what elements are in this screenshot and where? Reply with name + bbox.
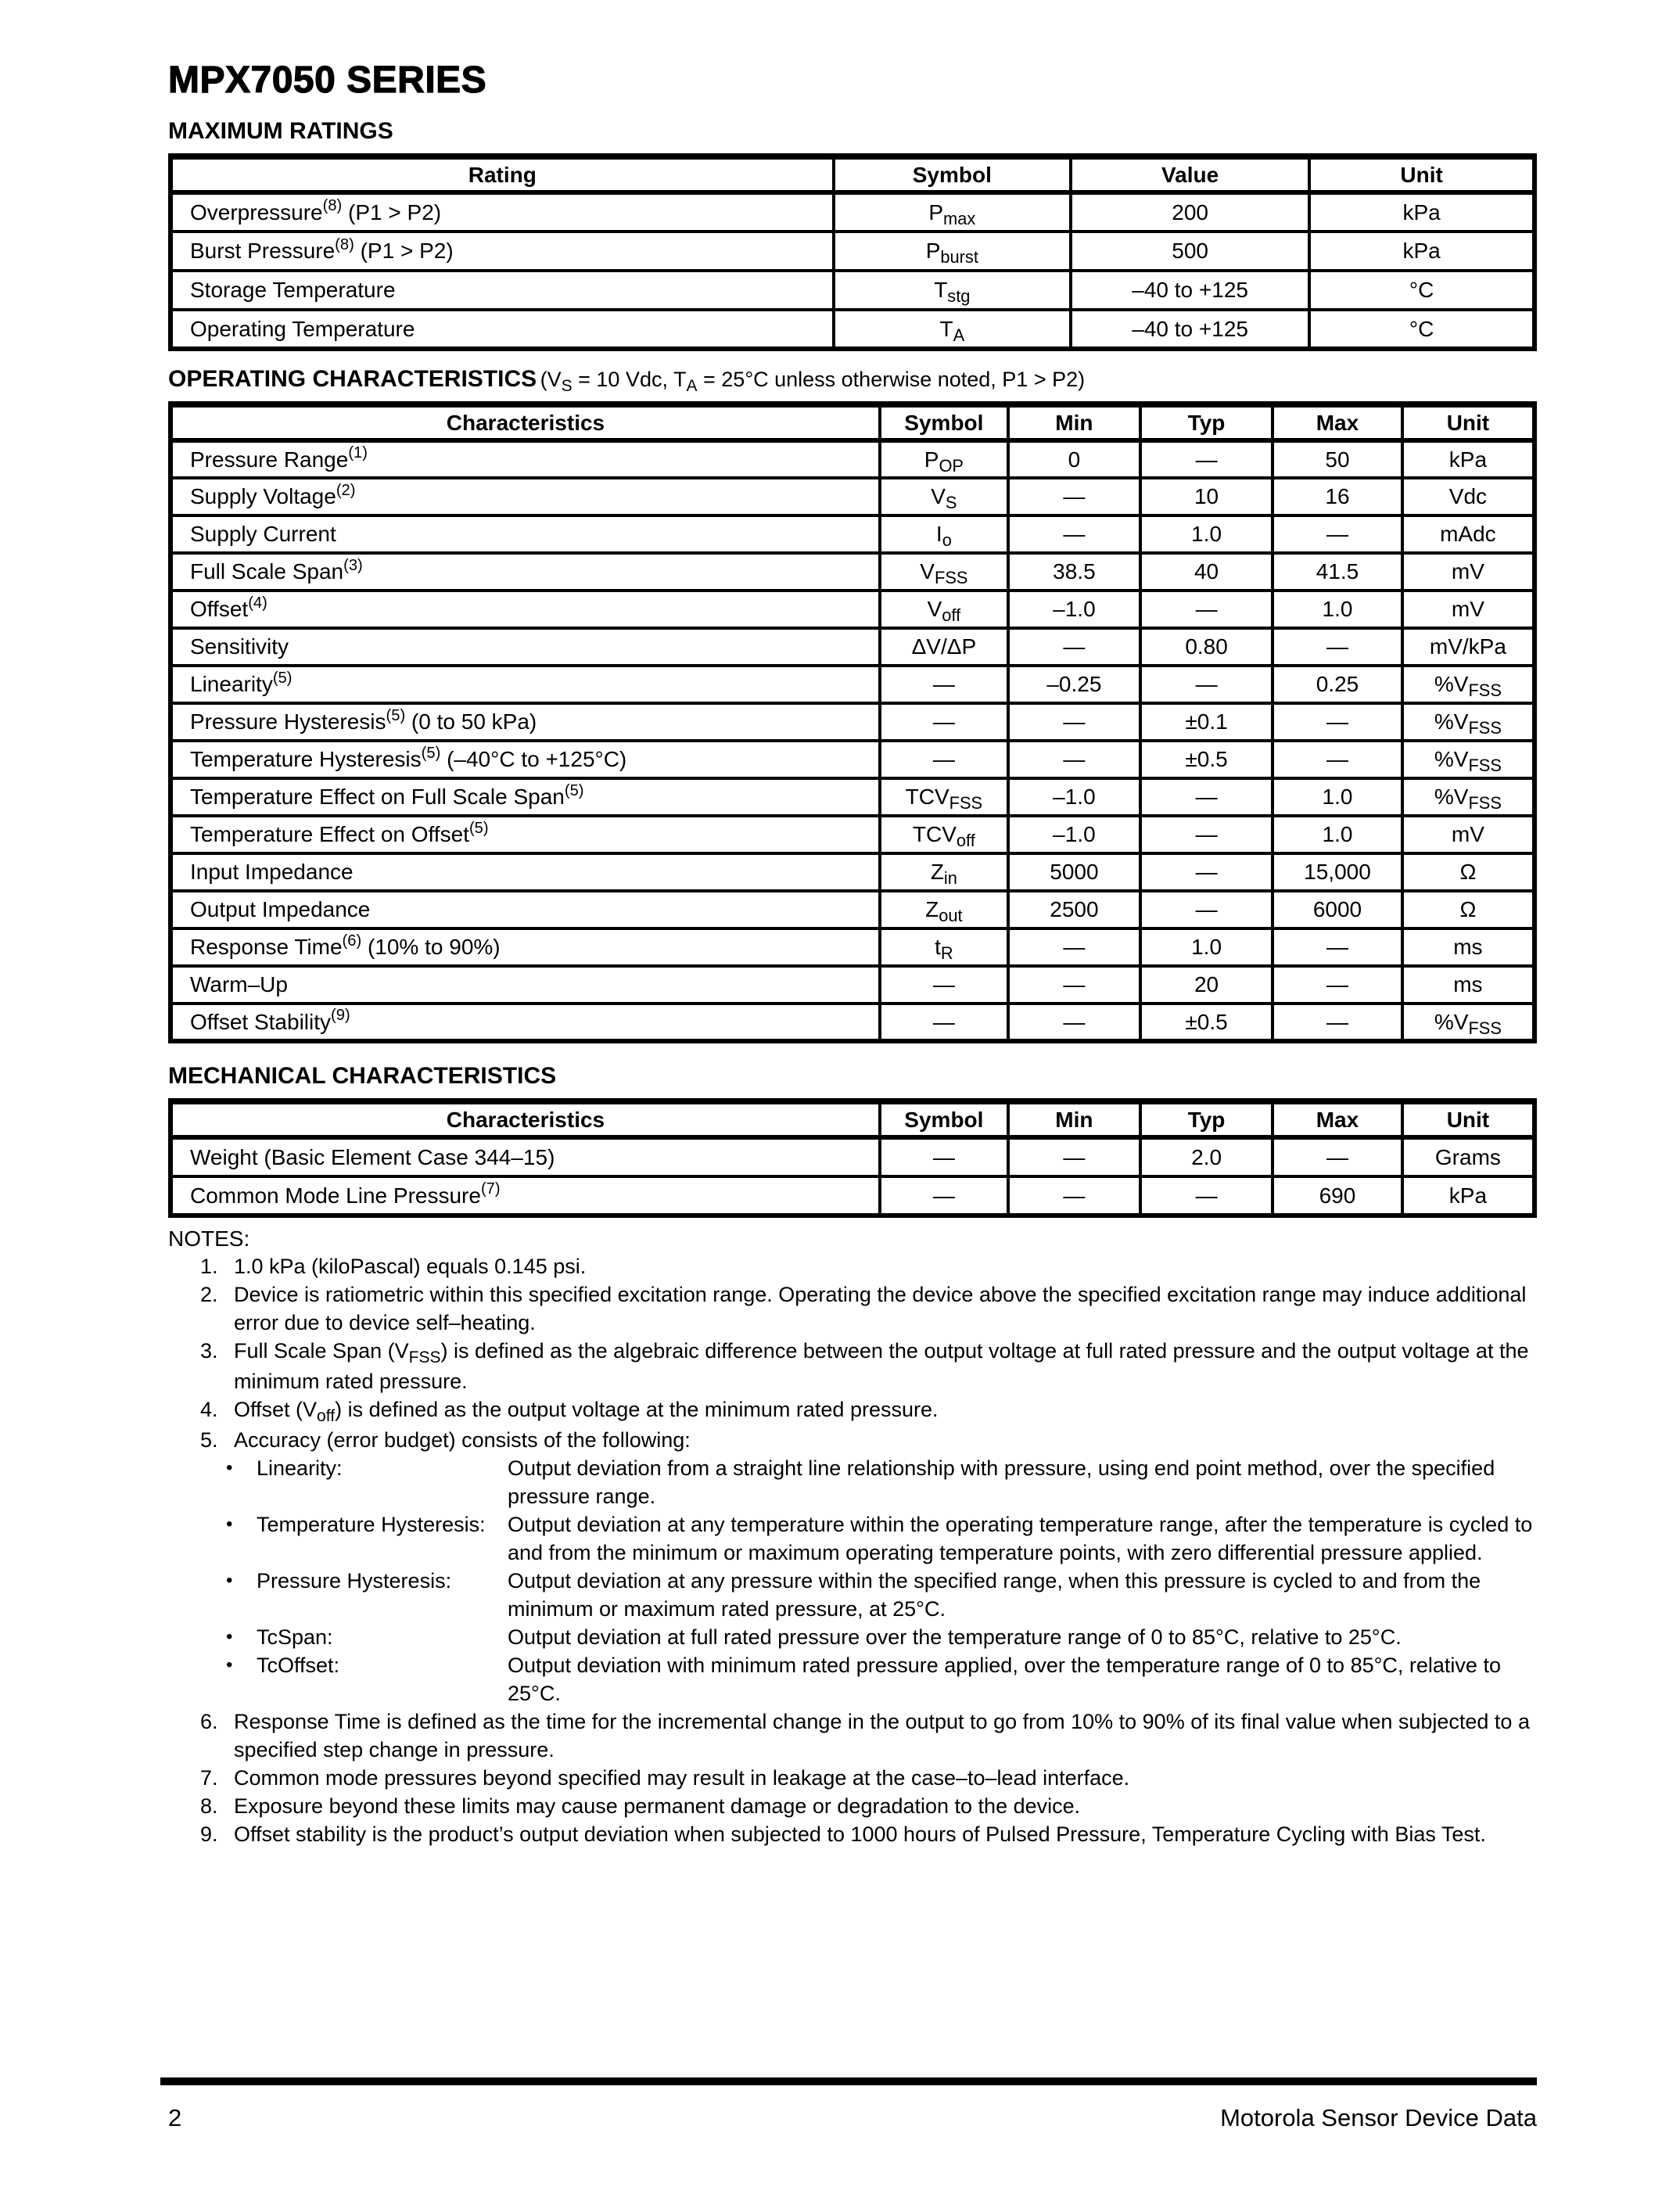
table-cell: — (1008, 703, 1140, 741)
row-label: Burst Pressure$^{(8)}$ (P1 > P2) (171, 232, 834, 271)
table-cell: $t_R$ (880, 928, 1008, 966)
table-row (171, 310, 1535, 349)
note-item (168, 1280, 1537, 1337)
table-cell: — (1008, 628, 1140, 666)
note-number: 9. (200, 1822, 218, 1846)
note-text: Device is ratiometric within this specified excitation range. Operating the device above the specified excitation range may induce additional error due to device self–heating. (234, 1283, 1527, 1334)
table-cell: 5000 (1008, 853, 1140, 891)
note-number: 8. (200, 1794, 218, 1818)
table-cell: $V_{off}$ (880, 591, 1008, 628)
operating-body (171, 440, 1535, 1041)
footer-rule (160, 2077, 1537, 2085)
note-item (168, 1764, 1537, 1792)
table-cell: — (1008, 515, 1140, 553)
note-item (168, 1252, 1537, 1280)
footer-right-text: Motorola Sensor Device Data (1220, 2104, 1537, 2131)
note-text: Offset stability is the product’s output deviation when subjected to 1000 hours of Pulsed Pressure, Temperature Cycling with Bias Test. (234, 1822, 1486, 1846)
operating-header (171, 404, 1535, 440)
column-header: Value (1071, 156, 1309, 192)
bullet-label: Linearity: (257, 1456, 343, 1480)
table-row (171, 703, 1535, 741)
table-cell: — (880, 1137, 1008, 1176)
note-text: Offset $(V_{off})$ is defined as the output voltage at the minimum rated pressure. (234, 1398, 939, 1425)
table-cell: — (1008, 1004, 1140, 1041)
table-cell: mAdc (1402, 515, 1535, 553)
table-cell: — (1008, 928, 1140, 966)
table-cell: 10 (1140, 478, 1273, 515)
table-cell: — (1008, 1137, 1140, 1176)
note-number: 4. (200, 1398, 218, 1421)
table-cell: $\%V_{FSS}$ (1402, 703, 1535, 741)
column-header: Typ (1140, 1101, 1273, 1137)
table-cell: — (1008, 741, 1140, 778)
note-item (168, 1820, 1537, 1848)
page-number: 2 (168, 2104, 182, 2131)
table-cell: $Z_{out}$ (880, 891, 1008, 928)
table-cell: Vdc (1402, 478, 1535, 515)
row-label: Output Impedance (171, 891, 880, 928)
table-row (171, 816, 1535, 853)
bullet-label: Temperature Hysteresis: (257, 1513, 486, 1536)
column-header: Unit (1402, 1101, 1535, 1137)
table-cell: mV (1402, 816, 1535, 853)
table-cell: — (1273, 703, 1402, 741)
column-header: Symbol (880, 1101, 1008, 1137)
table-cell: $V_{FSS}$ (880, 553, 1008, 591)
note-bullet (226, 1567, 1537, 1623)
row-label: Operating Temperature (171, 310, 834, 349)
table-cell: kPa (1402, 440, 1535, 478)
table-cell: –0.25 (1008, 666, 1140, 703)
row-label: Weight (Basic Element Case 344–15) (171, 1137, 880, 1176)
note-number: 7. (200, 1766, 218, 1790)
bullet-text: Output deviation with minimum rated pressure applied, over the temperature range of 0 to 85°C, relative to 25°C. (508, 1654, 1501, 1705)
table-cell: $P_{OP}$ (880, 440, 1008, 478)
note-text: Full Scale Span $(V_{FSS})$ is defined as the algebraic difference between the output voltage at full rated pressure and the output voltage at the minimum rated pressure. (234, 1339, 1529, 1393)
table-row (171, 591, 1535, 628)
table-cell: — (1140, 816, 1273, 853)
table-row (171, 1004, 1535, 1041)
table-cell: $\%V_{FSS}$ (1402, 778, 1535, 816)
table-cell: $\%V_{FSS}$ (1402, 741, 1535, 778)
row-label: Temperature Effect on Full Scale Span$^{(5)}$ (171, 778, 880, 816)
table-cell: — (1273, 1004, 1402, 1041)
row-label: Storage Temperature (171, 271, 834, 310)
column-header: Rating (171, 156, 834, 192)
table-cell: mV (1402, 591, 1535, 628)
table-cell: 2.0 (1140, 1137, 1273, 1176)
table-cell: $P_{burst}$ (834, 232, 1071, 271)
column-header: Symbol (834, 156, 1071, 192)
note-bullet (226, 1623, 1537, 1651)
table-cell: — (880, 1004, 1008, 1041)
table-cell: 1.0 (1273, 591, 1402, 628)
bullet-label: TcOffset: (257, 1654, 340, 1677)
column-header: Characteristics (171, 404, 880, 440)
table-cell: 38.5 (1008, 553, 1140, 591)
operating-heading-line (168, 366, 1537, 395)
table-cell: 1.0 (1273, 778, 1402, 816)
table-cell: $P_{max}$ (834, 192, 1071, 232)
table-row (171, 440, 1535, 478)
table-cell: — (880, 741, 1008, 778)
table-cell: $\%V_{FSS}$ (1402, 1004, 1535, 1041)
page-title: MPX7050 SERIES (168, 59, 487, 101)
mechanical-table (168, 1098, 1537, 1218)
table-cell: kPa (1402, 1176, 1535, 1216)
table-cell: 15,000 (1273, 853, 1402, 891)
table-cell: — (1273, 515, 1402, 553)
note-text: Common mode pressures beyond specified may result in leakage at the case–to–lead interface. (234, 1766, 1130, 1790)
table-row (171, 778, 1535, 816)
bullet-text: Output deviation at any pressure within the specified range, when this pressure is cycled to and from the minimum or maximum rated pressure, at 25°C. (508, 1569, 1481, 1621)
row-label: Offset Stability$^{(9)}$ (171, 1004, 880, 1041)
row-label: Input Impedance (171, 853, 880, 891)
table-cell: — (1008, 478, 1140, 515)
column-header: Characteristics (171, 1101, 880, 1137)
table-cell: 41.5 (1273, 553, 1402, 591)
table-cell: $V_S$ (880, 478, 1008, 515)
table-cell: — (1273, 741, 1402, 778)
table-cell: $I_o$ (880, 515, 1008, 553)
operating-conditions: ($V_S = 10$ Vdc, $T_A = 25^\circ C$ unless otherwise noted, P1 > P2) (540, 368, 1086, 395)
table-row (171, 628, 1535, 666)
bullet-label: TcSpan: (257, 1625, 333, 1649)
table-cell: mV/kPa (1402, 628, 1535, 666)
table-cell: $T_A$ (834, 310, 1071, 349)
table-cell: 2500 (1008, 891, 1140, 928)
max-ratings-body (171, 192, 1535, 349)
table-cell: — (1273, 928, 1402, 966)
table-row (171, 271, 1535, 310)
header-row (171, 404, 1535, 440)
column-header: Unit (1309, 156, 1535, 192)
table-row (171, 928, 1535, 966)
column-header: Max (1273, 1101, 1402, 1137)
notes-heading: NOTES: (168, 1226, 250, 1251)
table-cell: 50 (1273, 440, 1402, 478)
table-cell: 16 (1273, 478, 1402, 515)
bullet-text: Output deviation from a straight line relationship with pressure, using end point method, over the specified pressure range. (508, 1456, 1495, 1508)
note-bullet (226, 1454, 1537, 1510)
note-bullet (226, 1651, 1537, 1707)
row-label: Supply Voltage$^{(2)}$ (171, 478, 880, 515)
table-cell: $Z_{in}$ (880, 853, 1008, 891)
note-number: 2. (200, 1283, 218, 1306)
table-cell: °C (1309, 310, 1535, 349)
note-text: Response Time is defined as the time for the incremental change in the output to go from 10% to 90% of its final value when subjected to a specified step change in pressure. (234, 1710, 1530, 1761)
note-text: Accuracy (error budget) consists of the following: • Linearity: Output deviation from a straight line relationship with pressure, using end point method, over the specified pressure range. • Temperature Hysteresis: Output deviation at any temperature within the operating temperature range, after the temperature is cycled to and from the minimum or maximum operating temperature points, with zero differential pressure applied. • Pressure Hysteresis: Output deviation at any pressure within the specified range, when this pressure is cycled to and from the minimum or maximum rated pressure, at 25°C. • TcSpan: Output deviation at full rated pressure over the temperature range of 0 to 85°C, relative to 25°C. • TcOffset: Output deviation with minimum rated pressure applied, over the temperature range of 0 to 85°C, relative to 25°C. (234, 1426, 1537, 1707)
table-cell: –1.0 (1008, 816, 1140, 853)
column-header: Min (1008, 1101, 1140, 1137)
table-cell: 1.0 (1140, 928, 1273, 966)
table-row (171, 515, 1535, 553)
bullet-icon: • (226, 1570, 233, 1591)
bullet-icon: • (226, 1654, 233, 1675)
table-cell: 1.0 (1273, 816, 1402, 853)
mechanical-body (171, 1137, 1535, 1216)
bullet-icon: • (226, 1514, 233, 1535)
note-item (168, 1707, 1537, 1764)
table-cell: $TCV_{off}$ (880, 816, 1008, 853)
table-row (171, 741, 1535, 778)
table-cell: $TCV_{FSS}$ (880, 778, 1008, 816)
table-cell: kPa (1309, 192, 1535, 232)
table-cell: — (880, 703, 1008, 741)
note-number: 3. (200, 1339, 218, 1363)
row-label: Temperature Hysteresis$^{(5)}$ (–40°C to +125°C) (171, 741, 880, 778)
header-row (171, 1101, 1535, 1137)
bullet-icon: • (226, 1457, 233, 1478)
table-cell: Ω (1402, 891, 1535, 928)
note-item (168, 1395, 1537, 1426)
table-row (171, 853, 1535, 891)
table-row (171, 1176, 1535, 1216)
table-row (171, 1137, 1535, 1176)
bullet-label: Pressure Hysteresis: (257, 1569, 452, 1593)
table-cell: — (1273, 966, 1402, 1004)
notes-list (168, 1252, 1537, 1848)
operating-heading: OPERATING CHARACTERISTICS (168, 366, 537, 392)
note-item (168, 1792, 1537, 1820)
max-ratings-heading: MAXIMUM RATINGS (168, 118, 393, 144)
row-label: Full Scale Span$^{(3)}$ (171, 553, 880, 591)
page-content (168, 61, 1537, 1848)
row-label: Common Mode Line Pressure$^{(7)}$ (171, 1176, 880, 1216)
table-row (171, 891, 1535, 928)
row-label: Sensitivity (171, 628, 880, 666)
operating-table (168, 401, 1537, 1043)
table-cell: 500 (1071, 232, 1309, 271)
table-cell: — (1140, 778, 1273, 816)
header-row (171, 156, 1535, 192)
bullet-text: Output deviation at full rated pressure over the temperature range of 0 to 85°C, relative to 25°C. (508, 1625, 1402, 1649)
table-cell: — (1140, 440, 1273, 478)
row-label: Pressure Hysteresis$^{(5)}$ (0 to 50 kPa) (171, 703, 880, 741)
table-cell: mV (1402, 553, 1535, 591)
table-row (171, 553, 1535, 591)
table-cell: — (1140, 891, 1273, 928)
table-cell: — (1008, 966, 1140, 1004)
table-cell: ±0.5 (1140, 1004, 1273, 1041)
table-row (171, 666, 1535, 703)
table-cell: 40 (1140, 553, 1273, 591)
mechanical-header (171, 1101, 1535, 1137)
bullet-text: Output deviation at any temperature within the operating temperature range, after the temperature is cycled to and from the minimum or maximum operating temperature points, with zero differential pressure applied. (508, 1513, 1533, 1564)
note-bullet (226, 1510, 1537, 1567)
column-header: Min (1008, 404, 1140, 440)
table-cell: — (1140, 853, 1273, 891)
table-cell: –1.0 (1008, 591, 1140, 628)
table-cell: — (880, 666, 1008, 703)
bullet-icon: • (226, 1626, 233, 1647)
table-cell: kPa (1309, 232, 1535, 271)
note-text: Exposure beyond these limits may cause permanent damage or degradation to the device. (234, 1794, 1081, 1818)
table-cell: 6000 (1273, 891, 1402, 928)
column-header: Unit (1402, 404, 1535, 440)
note-item (168, 1337, 1537, 1395)
table-cell: ΔV/ΔP (880, 628, 1008, 666)
row-label: Response Time$^{(6)}$ (10% to 90%) (171, 928, 880, 966)
notes-section (168, 1226, 1537, 1848)
table-row (171, 232, 1535, 271)
table-cell: Grams (1402, 1137, 1535, 1176)
table-row (171, 966, 1535, 1004)
table-cell: $T_{stg}$ (834, 271, 1071, 310)
table-cell: — (880, 966, 1008, 1004)
table-cell: –40 to +125 (1071, 310, 1309, 349)
table-cell: — (1008, 1176, 1140, 1216)
table-cell: — (1273, 1137, 1402, 1176)
page-footer (168, 2104, 1537, 2132)
table-cell: ms (1402, 966, 1535, 1004)
column-header: Max (1273, 404, 1402, 440)
table-row (171, 192, 1535, 232)
table-cell: –1.0 (1008, 778, 1140, 816)
table-cell: 1.0 (1140, 515, 1273, 553)
note-number: 1. (200, 1255, 218, 1278)
table-cell: ms (1402, 928, 1535, 966)
row-label: Overpressure$^{(8)}$ (P1 > P2) (171, 192, 834, 232)
note-item (168, 1426, 1537, 1707)
table-cell: 200 (1071, 192, 1309, 232)
table-cell: °C (1309, 271, 1535, 310)
table-cell: — (1140, 591, 1273, 628)
table-cell: $\%V_{FSS}$ (1402, 666, 1535, 703)
note-number: 5. (200, 1428, 218, 1452)
table-cell: –40 to +125 (1071, 271, 1309, 310)
table-cell: 0.25 (1273, 666, 1402, 703)
column-header: Typ (1140, 404, 1273, 440)
row-label: Warm–Up (171, 966, 880, 1004)
note-bullets (226, 1454, 1537, 1707)
mechanical-heading: MECHANICAL CHARACTERISTICS (168, 1063, 557, 1089)
note-number: 6. (200, 1710, 218, 1733)
table-cell: — (1140, 1176, 1273, 1216)
row-label: Pressure Range$^{(1)}$ (171, 440, 880, 478)
row-label: Linearity$^{(5)}$ (171, 666, 880, 703)
table-cell: 0 (1008, 440, 1140, 478)
table-cell: ±0.5 (1140, 741, 1273, 778)
row-label: Supply Current (171, 515, 880, 553)
row-label: Temperature Effect on Offset$^{(5)}$ (171, 816, 880, 853)
note-text: 1.0 kPa (kiloPascal) equals 0.145 psi. (234, 1255, 587, 1278)
table-cell: 0.80 (1140, 628, 1273, 666)
row-label: Offset$^{(4)}$ (171, 591, 880, 628)
table-cell: Ω (1402, 853, 1535, 891)
max-ratings-table (168, 153, 1537, 351)
max-ratings-header (171, 156, 1535, 192)
table-cell: 20 (1140, 966, 1273, 1004)
table-cell: 690 (1273, 1176, 1402, 1216)
table-row (171, 478, 1535, 515)
table-cell: — (880, 1176, 1008, 1216)
table-cell: — (1140, 666, 1273, 703)
column-header: Symbol (880, 404, 1008, 440)
table-cell: ±0.1 (1140, 703, 1273, 741)
table-cell: — (1273, 628, 1402, 666)
